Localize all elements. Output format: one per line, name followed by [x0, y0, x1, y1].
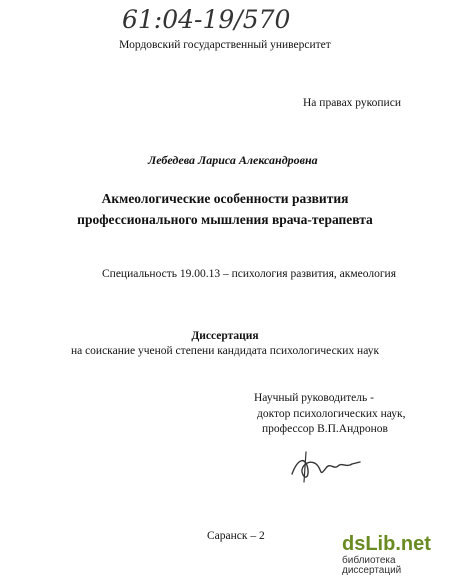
watermark-subtitle: библиотека диссертаций: [342, 555, 402, 576]
author-name: Лебедева Лариса Александровна: [148, 153, 318, 167]
supervisor-line-3: профессор В.П.Андронов: [262, 423, 388, 435]
signature-scribble: [286, 446, 366, 486]
watermark: [342, 534, 446, 578]
specialty-line: Специальность 19.00.13 – психология развития, акмеология: [102, 268, 396, 280]
thesis-title-line-2: профессионального мышления врача-терапевта: [77, 212, 373, 227]
dissertation-heading: Диссертация: [191, 330, 259, 342]
watermark-logo: dsLib.net: [342, 533, 431, 555]
svg-text:61:04-19/570: 61:04-19/570: [122, 5, 291, 34]
supervisor-line-1: Научный руководитель -: [254, 392, 374, 404]
thesis-title-line-1: Акмеологические особенности развития: [101, 191, 349, 206]
city-year: Саранск – 2: [207, 530, 265, 542]
supervisor-line-2: доктор психологических наук,: [257, 408, 406, 420]
university-name: Мордовский государственный университет: [119, 39, 331, 51]
handwritten-catalog-number: [118, 2, 298, 36]
manuscript-rights: На правах рукописи: [303, 97, 401, 109]
dissertation-subtitle: на соискание ученой степени кандидата психологических наук: [70, 345, 380, 357]
